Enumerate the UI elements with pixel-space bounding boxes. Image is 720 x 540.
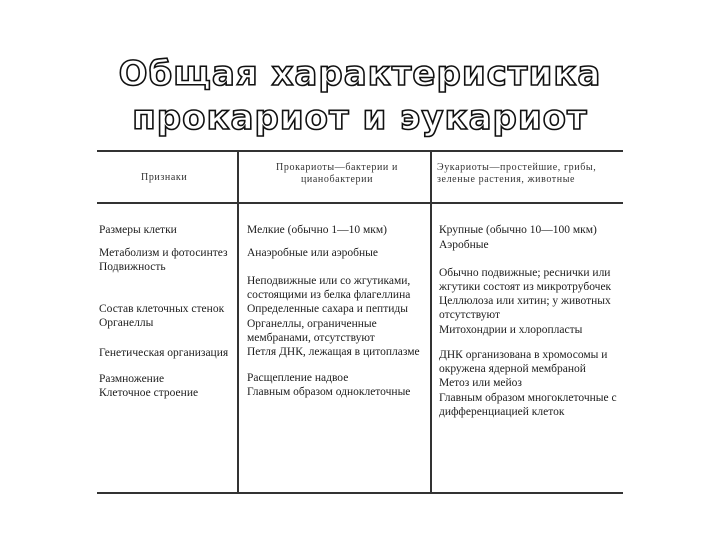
prokaryote-cell: Главным образом одноклеточные xyxy=(247,386,411,399)
eukaryote-cell: ДНК организована в хромосомы и окружена ядерной мембраной xyxy=(439,349,608,375)
eukaryote-cell: Метоз или мейоз xyxy=(439,377,522,390)
table-top-rule xyxy=(97,150,623,152)
feature-cell: Метаболизм и фотосинтез xyxy=(99,246,228,259)
prokaryote-cell: Анаэробные или аэробные xyxy=(247,246,379,259)
eukaryote-cell: Митохондрии и хлоропласты xyxy=(439,323,583,336)
column-divider-1 xyxy=(237,150,239,494)
feature-cell: Органеллы xyxy=(99,317,154,330)
header-features: Признаки xyxy=(141,172,188,183)
prokaryote-cell: Расщепление надвое xyxy=(247,371,349,384)
prokaryote-cell: Мелкие (обычно 1—10 мкм) xyxy=(247,224,387,236)
prokaryote-cell: Неподвижные или со жгутиками, состоящими из белка флагеллина xyxy=(247,275,411,301)
comparison-table xyxy=(97,150,623,494)
table-bottom-rule xyxy=(97,492,623,494)
prokaryotes-column xyxy=(247,224,425,401)
feature-cell: Генетическая организация xyxy=(99,346,229,359)
title-line-1: Общая характеристика xyxy=(118,54,602,94)
feature-cell: Подвижность xyxy=(99,261,166,274)
eukaryote-cell: Крупные (обычно 10—100 мкм) xyxy=(439,224,597,236)
header-prokaryotes: Прокариоты—бактерии и цианобактерии xyxy=(276,162,398,185)
prokaryote-cell: Петля ДНК, лежащая в цитоплазме xyxy=(247,346,420,359)
table-header-rule xyxy=(97,202,623,204)
prokaryote-cell: Определенные сахара и пептиды xyxy=(247,303,408,316)
eukaryote-cell: Главным образом многоклеточные с дифференциацией клеток xyxy=(439,391,617,418)
feature-cell: Размножение xyxy=(99,372,165,385)
eukaryote-cell: Обычно подвижные; реснички или жгутики состоят из микротрубочек xyxy=(439,267,612,293)
feature-cell: Размеры клетки xyxy=(99,224,177,236)
prokaryote-cell: Органеллы, ограниченные мембранами, отсутствуют xyxy=(247,317,377,344)
column-divider-2 xyxy=(430,150,432,494)
feature-cell: Состав клеточных стенок xyxy=(99,302,225,315)
features-column xyxy=(99,224,233,407)
feature-cell: Клеточное строение xyxy=(99,387,199,400)
eukaryote-cell: Целлюлоза или хитин; у животных отсутствуют xyxy=(439,295,611,321)
title-line-2: прокариот и эукариот xyxy=(132,98,588,138)
slide-title xyxy=(0,52,720,140)
eukaryote-cell: Аэробные xyxy=(439,238,489,251)
header-eukaryotes: Эукариоты—простейшие, грибы, зеленые растения, животные xyxy=(437,162,597,185)
eukaryotes-column xyxy=(439,224,621,420)
